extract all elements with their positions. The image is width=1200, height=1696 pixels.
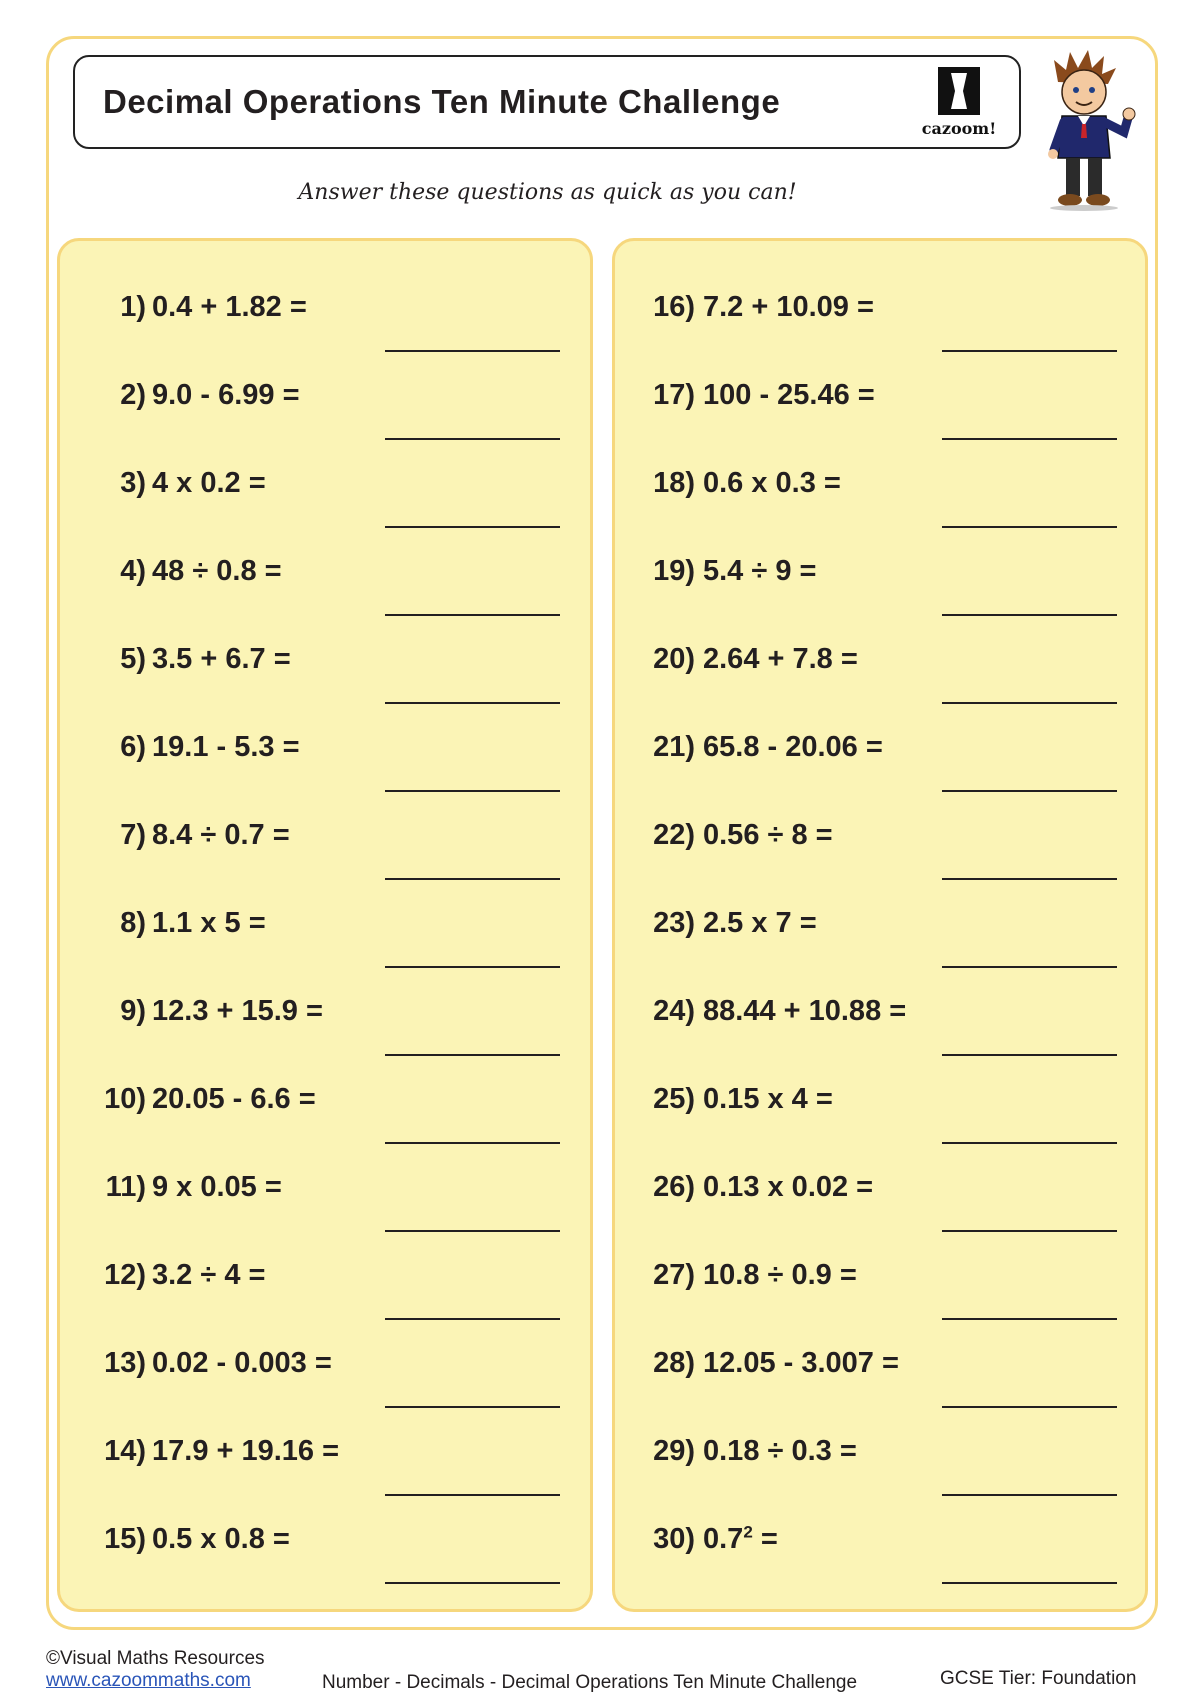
question-row [615,1121,1145,1209]
cazoom-logo [905,65,1013,141]
question-number: 21) [653,731,695,763]
question-number: 12) [104,1259,146,1291]
question-row [60,505,590,593]
cazoom-logo-icon [936,65,982,117]
question-text: 4 x 0.2 = [152,467,266,499]
copyright-text: ©Visual Maths Resources [46,1648,265,1669]
question-text: 12.3 + 15.9 = [152,995,323,1027]
question-row [60,241,590,329]
worksheet-title: Decimal Operations Ten Minute Challenge [103,83,781,120]
question-number: 5) [120,643,146,675]
question-number: 19) [653,555,695,587]
question-number: 27) [653,1259,695,1291]
footer-topic: Number - Decimals - Decimal Operations Ten Minute Challenge [322,1672,858,1693]
question-row [60,769,590,857]
question-text: 9 x 0.05 = [152,1171,282,1203]
question-row [60,1473,590,1561]
footer-credit [46,1648,265,1692]
question-text: 20.05 - 6.6 = [152,1083,316,1115]
question-number: 20) [653,643,695,675]
question-row [615,241,1145,329]
question-row [615,681,1145,769]
question-number: 18) [653,467,695,499]
question-row [60,1121,590,1209]
question-number: 14) [104,1435,146,1467]
question-row [60,1209,590,1297]
question-number: 7) [120,819,146,851]
question-text: 2.5 x 7 = [703,907,817,939]
question-row [615,417,1145,505]
question-number: 2) [120,379,146,411]
question-row [615,505,1145,593]
question-row [60,1297,590,1385]
question-row [60,857,590,945]
question-text: 5.4 ÷ 9 = [703,555,817,587]
question-text [703,1523,778,1556]
question-row [615,1385,1145,1473]
question-text: 10.8 ÷ 0.9 = [703,1259,857,1291]
question-number: 8) [120,907,146,939]
question-number: 17) [653,379,695,411]
question-number: 11) [105,1171,146,1203]
question-text: 0.18 ÷ 0.3 = [703,1435,857,1467]
question-text: 19.1 - 5.3 = [152,731,300,763]
question-text: 65.8 - 20.06 = [703,731,883,763]
question-row [60,681,590,769]
question-number: 9) [120,995,146,1027]
question-text: 2.64 + 7.8 = [703,643,858,675]
question-number: 4) [120,555,146,587]
questions-panel-left [57,238,593,1612]
question-text: 0.56 ÷ 8 = [703,819,833,851]
title-box [73,55,1021,149]
question-row [615,593,1145,681]
answer-line[interactable] [942,1582,1117,1584]
question-number: 30) [653,1523,695,1555]
question-row [615,1033,1145,1121]
question-row [615,1297,1145,1385]
question-row [615,945,1145,1033]
question-number: 1) [120,291,146,323]
footer-tier: GCSE Tier: Foundation [940,1668,1137,1689]
question-row [615,1473,1145,1561]
question-number: 16) [653,291,695,323]
question-number: 24) [653,995,695,1027]
question-text: 0.4 + 1.82 = [152,291,307,323]
question-row [615,769,1145,857]
question-text: 0.6 x 0.3 = [703,467,841,499]
question-exponent: 2 [743,1522,753,1542]
question-number: 22) [653,819,695,851]
questions-panel-right [612,238,1148,1612]
question-text: 1.1 x 5 = [152,907,266,939]
question-number: 13) [104,1347,146,1379]
question-text: 100 - 25.46 = [703,379,875,411]
question-text: 3.2 ÷ 4 = [152,1259,266,1291]
question-text: 3.5 + 6.7 = [152,643,291,675]
question-row [60,1033,590,1121]
question-text: 0.13 x 0.02 = [703,1171,874,1203]
question-text: 9.0 - 6.99 = [152,379,300,411]
question-row [615,329,1145,417]
question-number: 6) [120,731,146,763]
question-number: 10) [104,1083,146,1115]
question-row [60,1385,590,1473]
question-number: 23) [653,907,695,939]
answer-line[interactable] [385,1582,560,1584]
question-text: 48 ÷ 0.8 = [152,555,282,587]
question-text: 0.02 - 0.003 = [152,1347,332,1379]
question-text: 0.5 x 0.8 = [152,1523,290,1555]
logo-text: cazoom! [921,119,997,138]
question-text: 88.44 + 10.88 = [703,995,907,1027]
question-row [615,857,1145,945]
website-link[interactable]: www.cazoommaths.com [46,1670,251,1691]
question-base: 0.7 [703,1523,744,1555]
instructions: Answer these questions as quick as you can! [298,180,797,205]
question-text: 8.4 ÷ 0.7 = [152,819,290,851]
question-text: 7.2 + 10.09 = [703,291,874,323]
question-row [60,945,590,1033]
question-suffix: = [752,1523,778,1555]
question-number: 25) [653,1083,695,1115]
question-number: 26) [653,1171,695,1203]
question-number: 3) [120,467,146,499]
question-number: 29) [653,1435,695,1467]
question-number: 28) [653,1347,695,1379]
question-text: 12.05 - 3.007 = [703,1347,899,1379]
question-number: 15) [104,1523,146,1555]
question-text: 0.15 x 4 = [703,1083,833,1115]
question-row [615,1209,1145,1297]
question-row [60,417,590,505]
question-text: 17.9 + 19.16 = [152,1435,340,1467]
question-row [60,329,590,417]
question-row [60,593,590,681]
